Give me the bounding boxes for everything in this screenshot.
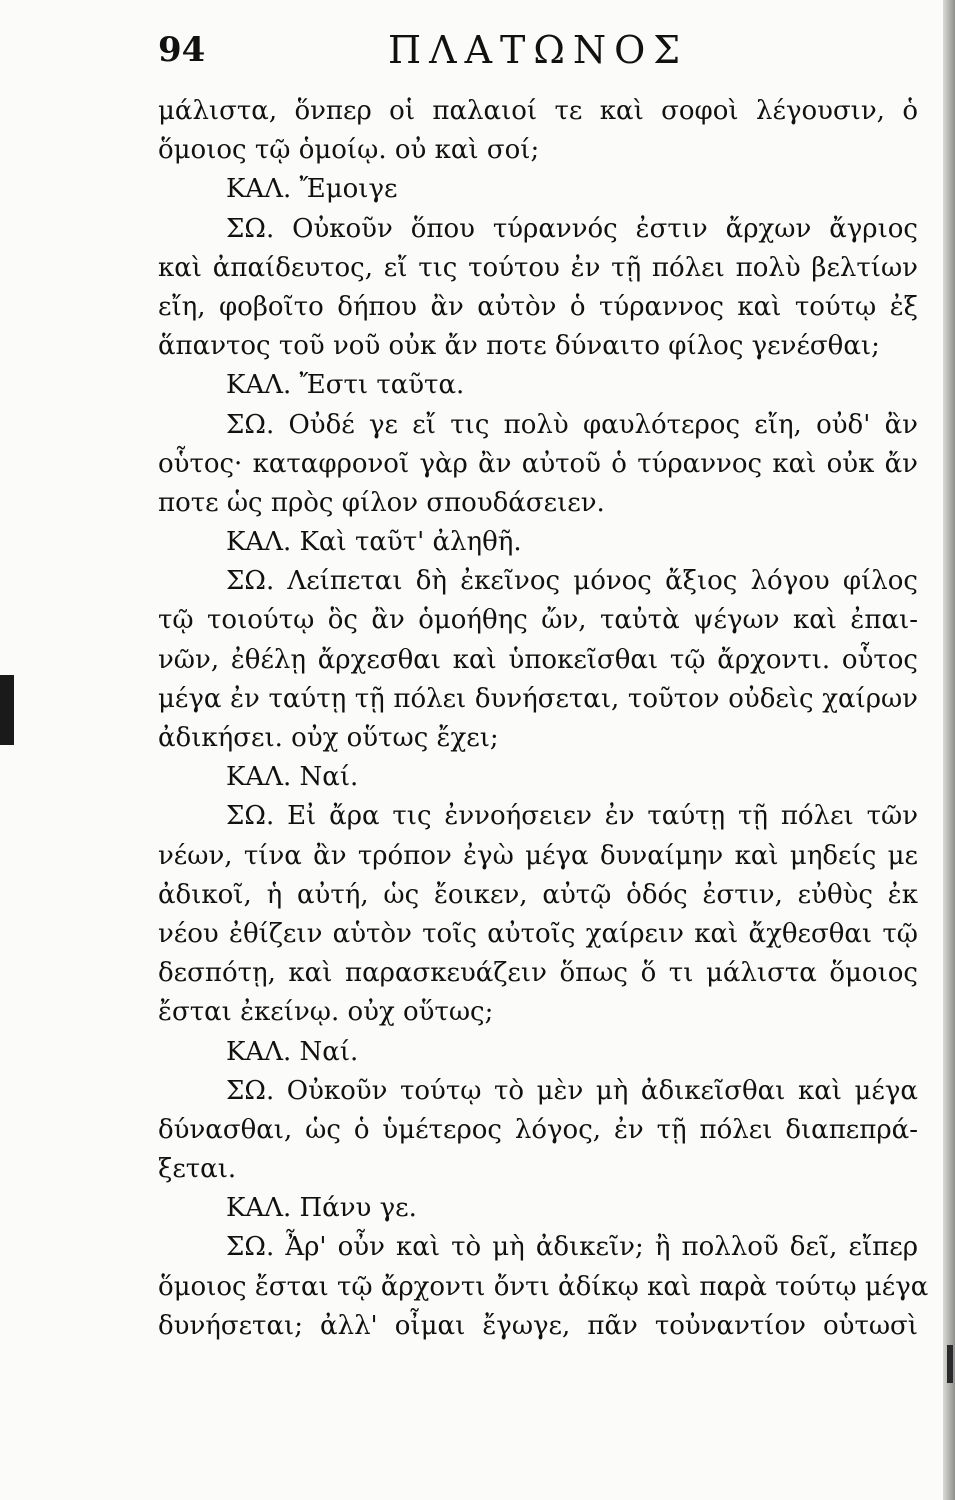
text-line: νῶν, ἐθέλῃ ἄρχεσθαι καὶ ὑποκεῖσθαι τῷ ἄρχοντι. οὗτος: [158, 644, 918, 675]
scan-margin-mark-right: [947, 1345, 953, 1383]
text-line: ὅμοιος ἔσται τῷ ἄρχοντι ὄντι ἀδίκῳ καὶ παρὰ τούτῳ μέγα: [158, 1271, 929, 1302]
text-line: ΣΩ. Οὐκοῦν τούτῳ τὸ μὲν μὴ ἀδικεῖσθαι καὶ μέγα: [226, 1075, 918, 1106]
text-line: εἴη, φοβοῖτο δήπου ἂν αὐτὸν ὁ τύραννος καὶ τούτῳ ἐξ: [158, 291, 918, 322]
text-line: ΚΑΛ. Ἔστι ταῦτα.: [226, 370, 465, 401]
text-line: μάλιστα, ὅνπερ οἱ παλαιοί τε καὶ σοφοὶ λέγουσιν, ὁ: [158, 96, 918, 126]
text-line: ὅμοιος τῷ ὁμοίῳ. οὐ καὶ σοί;: [158, 135, 540, 166]
text-line: ΣΩ. Οὐδέ γε εἴ τις πολὺ φαυλότερος εἴη, οὐδ' ἂν: [226, 409, 918, 440]
dialogue-text: [158, 92, 929, 1346]
text-line: ΣΩ. Εἰ ἄρα τις ἐννοήσειεν ἐν ταύτῃ τῇ πόλει τῶν: [226, 801, 918, 832]
text-line: ΚΑΛ. Πάνυ γε.: [226, 1193, 417, 1224]
text-line: δύνασθαι, ὡς ὁ ὑμέτερος λόγος, ἐν τῇ πόλει διαπεπρά-: [158, 1114, 918, 1145]
text-line: καὶ ἀπαίδευτος, εἴ τις τούτου ἐν τῇ πόλει πολὺ βελτίων: [158, 252, 918, 283]
text-line: ΣΩ. Οὐκοῦν ὅπου τύραννός ἐστιν ἄρχων ἄγριος: [226, 213, 918, 244]
text-line: δεσπότῃ, καὶ παρασκευάζειν ὅπως ὅ τι μάλιστα ὅμοιος: [158, 958, 918, 989]
text-line: ἔσται ἐκείνῳ. οὐχ οὕτως;: [158, 997, 494, 1028]
text-line: νέου ἐθίζειν αὑτὸν τοῖς αὐτοῖς χαίρειν καὶ ἄχθεσθαι τῷ: [158, 918, 918, 949]
text-line: ΚΑΛ. Ναί.: [226, 1036, 359, 1067]
text-line: ἀδικήσει. οὐχ οὕτως ἔχει;: [158, 723, 499, 753]
text-line: ΣΩ. Λείπεται δὴ ἐκεῖνος μόνος ἄξιος λόγου φίλος: [226, 566, 918, 597]
running-head: [158, 26, 918, 76]
running-title: ΠΛΑΤΩΝΟΣ: [388, 28, 689, 72]
text-line: ἅπαντος τοῦ νοῦ οὐκ ἄν ποτε δύναιτο φίλος γενέσθαι;: [158, 331, 880, 362]
text-line: ξεται.: [158, 1154, 237, 1185]
text-line: τῷ τοιούτῳ ὃς ἂν ὁμοήθης ὤν, ταὐτὰ ψέγων καὶ ἐπαι-: [158, 605, 918, 636]
text-line: ΚΑΛ. Ἔμοιγε: [226, 174, 398, 205]
text-line: δυνήσεται; ἀλλ' οἶμαι ἔγωγε, πᾶν τοὐναντίον οὑτωσὶ: [158, 1310, 918, 1341]
text-line: νέων, τίνα ἂν τρόπον ἐγὼ μέγα δυναίμην καὶ μηδείς με: [158, 840, 918, 871]
text-line: ποτε ὡς πρὸς φίλον σπουδάσειεν.: [158, 487, 605, 518]
text-line: μέγα ἐν ταύτῃ τῇ πόλει δυνήσεται, τοῦτον οὐδεὶς χαίρων: [158, 683, 918, 714]
scan-margin-mark: [0, 675, 14, 745]
page-number: 94: [158, 30, 206, 70]
text-line: ΚΑΛ. Καὶ ταῦτ' ἀληθῆ.: [226, 527, 522, 558]
text-line: ΚΑΛ. Ναί.: [226, 762, 359, 793]
text-line: ἀδικοῖ, ἡ αὐτή, ὡς ἔοικεν, αὐτῷ ὁδός ἐστιν, εὐθὺς ἐκ: [158, 879, 918, 910]
text-line: οὗτος· καταφρονοῖ γὰρ ἂν αὐτοῦ ὁ τύραννος καὶ οὐκ ἄν: [158, 448, 918, 479]
page-edge-shadow: [943, 0, 955, 1500]
text-line: ΣΩ. Ἆρ' οὖν καὶ τὸ μὴ ἀδικεῖν; ἢ πολλοῦ δεῖ, εἴπερ: [226, 1232, 918, 1263]
